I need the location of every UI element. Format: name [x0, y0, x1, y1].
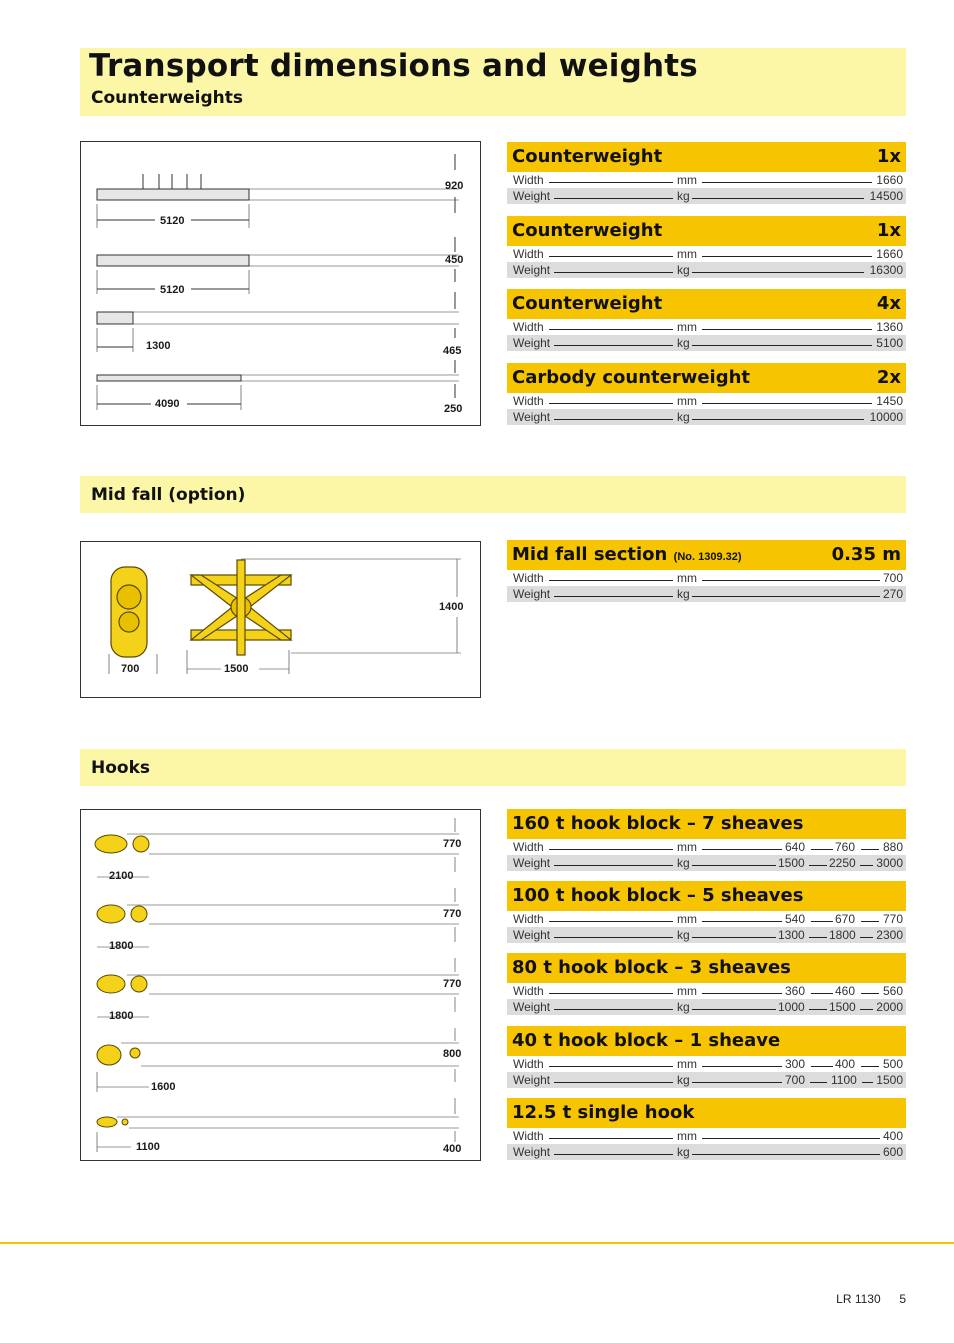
width-value: 640 [785, 840, 806, 854]
spec-hook-100t [507, 881, 906, 943]
unit-mm: mm [677, 912, 697, 926]
unit-mm: mm [677, 247, 697, 261]
page-title: Transport dimensions and weights [89, 48, 698, 84]
footer-divider [0, 1242, 954, 1244]
dim-1800-b: 1800 [109, 1010, 134, 1022]
dim-5120-a: 5120 [160, 215, 185, 227]
dim-920: 920 [445, 180, 464, 192]
weight-label: Weight [513, 1000, 551, 1014]
dim-1400: 1400 [439, 601, 464, 613]
unit-mm: mm [677, 394, 697, 408]
weight-value: 1800 [829, 928, 856, 942]
unit-kg: kg [677, 189, 690, 203]
width-value: 1360 [876, 320, 903, 334]
dim-1100: 1100 [136, 1141, 160, 1153]
spec-qty: 0.35 m [831, 544, 901, 565]
width-row [507, 319, 906, 335]
unit-mm: mm [677, 984, 697, 998]
spec-name: 40 t hook block – 1 sheave [512, 1030, 781, 1051]
unit-kg: kg [677, 1073, 690, 1087]
weight-value: 5100 [876, 336, 903, 350]
midfall-drawing [80, 541, 481, 698]
weight-row [507, 262, 906, 278]
width-value: 300 [785, 1057, 806, 1071]
unit-mm: mm [677, 173, 697, 187]
spec-carbody-counterweight [507, 363, 906, 425]
width-value: 1660 [876, 173, 903, 187]
width-value: 700 [882, 571, 903, 585]
section-title-hooks: Hooks [91, 758, 151, 778]
spec-counterweight-3 [507, 289, 906, 351]
weight-label: Weight [513, 1145, 551, 1159]
weight-row [507, 1144, 906, 1160]
weight-value: 1300 [778, 928, 805, 942]
dim-1500: 1500 [224, 663, 249, 675]
spec-name: Counterweight [512, 220, 663, 241]
width-label: Width [513, 1129, 544, 1143]
section-title-midfall: Mid fall (option) [91, 485, 246, 505]
weight-value: 1500 [876, 1073, 903, 1087]
unit-kg: kg [677, 263, 690, 277]
spec-qty: 2x [876, 367, 901, 388]
spec-header [507, 289, 906, 319]
spec-hook-40t [507, 1026, 906, 1088]
dim-770-b: 770 [443, 908, 462, 920]
weight-label: Weight [513, 336, 551, 350]
page-number: 5 [899, 1292, 906, 1306]
dim-250: 250 [444, 403, 463, 415]
width-row [507, 246, 906, 262]
spec-hook-80t [507, 953, 906, 1015]
spec-name-text: Mid fall section [512, 544, 668, 565]
unit-kg: kg [677, 928, 690, 942]
width-label: Width [513, 1057, 544, 1071]
weight-row [507, 855, 906, 871]
width-label: Width [513, 320, 544, 334]
spec-name: 80 t hook block – 3 sheaves [512, 957, 791, 978]
weight-label: Weight [513, 410, 551, 424]
spec-header [507, 953, 906, 983]
width-label: Width [513, 571, 544, 585]
spec-midfall-section [507, 540, 906, 602]
dim-1800-a: 1800 [109, 940, 134, 952]
width-row [507, 1128, 906, 1144]
unit-kg: kg [677, 336, 690, 350]
width-row [507, 911, 906, 927]
unit-kg: kg [677, 1000, 690, 1014]
section-band-hooks [80, 749, 906, 786]
weight-label: Weight [513, 928, 551, 942]
width-label: Width [513, 394, 544, 408]
width-value: 560 [882, 984, 903, 998]
width-row [507, 839, 906, 855]
weight-value: 270 [882, 587, 903, 601]
weight-value: 16300 [869, 263, 903, 277]
weight-value: 2300 [876, 928, 903, 942]
width-value: 400 [835, 1057, 856, 1071]
width-row [507, 1056, 906, 1072]
spec-qty: 1x [876, 220, 901, 241]
unit-kg: kg [677, 587, 690, 601]
width-label: Width [513, 173, 544, 187]
unit-mm: mm [677, 840, 697, 854]
dim-5120-b: 5120 [160, 284, 185, 296]
spec-header [507, 881, 906, 911]
width-value: 500 [882, 1057, 903, 1071]
weight-label: Weight [513, 263, 551, 277]
spec-header [507, 1026, 906, 1056]
dim-800: 800 [443, 1048, 462, 1060]
weight-value: 1500 [778, 856, 805, 870]
spec-header [507, 1098, 906, 1128]
spec-counterweight-1 [507, 142, 906, 204]
spec-qty: 1x [876, 146, 901, 167]
spec-qty: 4x [876, 293, 901, 314]
width-value: 880 [882, 840, 903, 854]
weight-value: 2000 [876, 1000, 903, 1014]
weight-value: 14500 [869, 189, 903, 203]
width-label: Width [513, 247, 544, 261]
weight-row [507, 999, 906, 1015]
footer-model: LR 1130 [836, 1292, 881, 1306]
page-footer [836, 1292, 906, 1306]
weight-label: Weight [513, 856, 551, 870]
width-value: 360 [785, 984, 806, 998]
spec-header [507, 540, 906, 570]
dim-770-a: 770 [443, 838, 462, 850]
dim-400: 400 [443, 1143, 462, 1155]
dim-465: 465 [443, 345, 462, 357]
weight-label: Weight [513, 587, 551, 601]
spec-name: Counterweight [512, 146, 663, 167]
weight-label: Weight [513, 1073, 551, 1087]
dim-700: 700 [121, 663, 140, 675]
width-value: 770 [882, 912, 903, 926]
spec-name [512, 544, 742, 565]
weight-row [507, 586, 906, 602]
counterweights-drawing [80, 141, 481, 426]
width-value: 460 [835, 984, 856, 998]
width-label: Width [513, 912, 544, 926]
width-row [507, 172, 906, 188]
unit-mm: mm [677, 320, 697, 334]
spec-counterweight-2 [507, 216, 906, 278]
weight-value: 2250 [829, 856, 856, 870]
width-value: 1450 [876, 394, 903, 408]
spec-name: 12.5 t single hook [512, 1102, 695, 1123]
unit-kg: kg [677, 856, 690, 870]
weight-value: 1500 [829, 1000, 856, 1014]
spec-name: 100 t hook block – 5 sheaves [512, 885, 804, 906]
weight-value: 10000 [869, 410, 903, 424]
weight-row [507, 335, 906, 351]
spec-header [507, 363, 906, 393]
spec-hook-12-5t [507, 1098, 906, 1160]
dim-450: 450 [445, 254, 464, 266]
spec-hook-160t [507, 809, 906, 871]
spec-header [507, 809, 906, 839]
dim-1600: 1600 [151, 1081, 176, 1093]
weight-value: 700 [785, 1073, 806, 1087]
width-value: 760 [835, 840, 856, 854]
dim-4090: 4090 [155, 398, 180, 410]
weight-value: 3000 [876, 856, 903, 870]
width-row [507, 393, 906, 409]
width-value: 540 [785, 912, 806, 926]
spec-header [507, 216, 906, 246]
width-label: Width [513, 840, 544, 854]
spec-number: (No. 1309.32) [673, 551, 742, 563]
weight-value: 1000 [778, 1000, 805, 1014]
width-value: 400 [882, 1129, 903, 1143]
weight-row [507, 188, 906, 204]
weight-value: 600 [882, 1145, 903, 1159]
weight-value: 1100 [831, 1073, 857, 1087]
weight-label: Weight [513, 189, 551, 203]
unit-mm: mm [677, 1129, 697, 1143]
spec-header [507, 142, 906, 172]
width-value: 1660 [876, 247, 903, 261]
dim-1300: 1300 [146, 340, 171, 352]
spec-name: Counterweight [512, 293, 663, 314]
unit-mm: mm [677, 1057, 697, 1071]
width-row [507, 570, 906, 586]
dim-2100: 2100 [109, 870, 134, 882]
weight-row [507, 409, 906, 425]
unit-kg: kg [677, 1145, 690, 1159]
hooks-drawing [80, 809, 481, 1161]
width-label: Width [513, 984, 544, 998]
weight-row [507, 1072, 906, 1088]
section-title-counterweights: Counterweights [91, 88, 243, 108]
dim-770-c: 770 [443, 978, 462, 990]
spec-name: Carbody counterweight [512, 367, 751, 388]
width-row [507, 983, 906, 999]
width-value: 670 [835, 912, 856, 926]
spec-name: 160 t hook block – 7 sheaves [512, 813, 804, 834]
unit-mm: mm [677, 571, 697, 585]
weight-row [507, 927, 906, 943]
unit-kg: kg [677, 410, 690, 424]
